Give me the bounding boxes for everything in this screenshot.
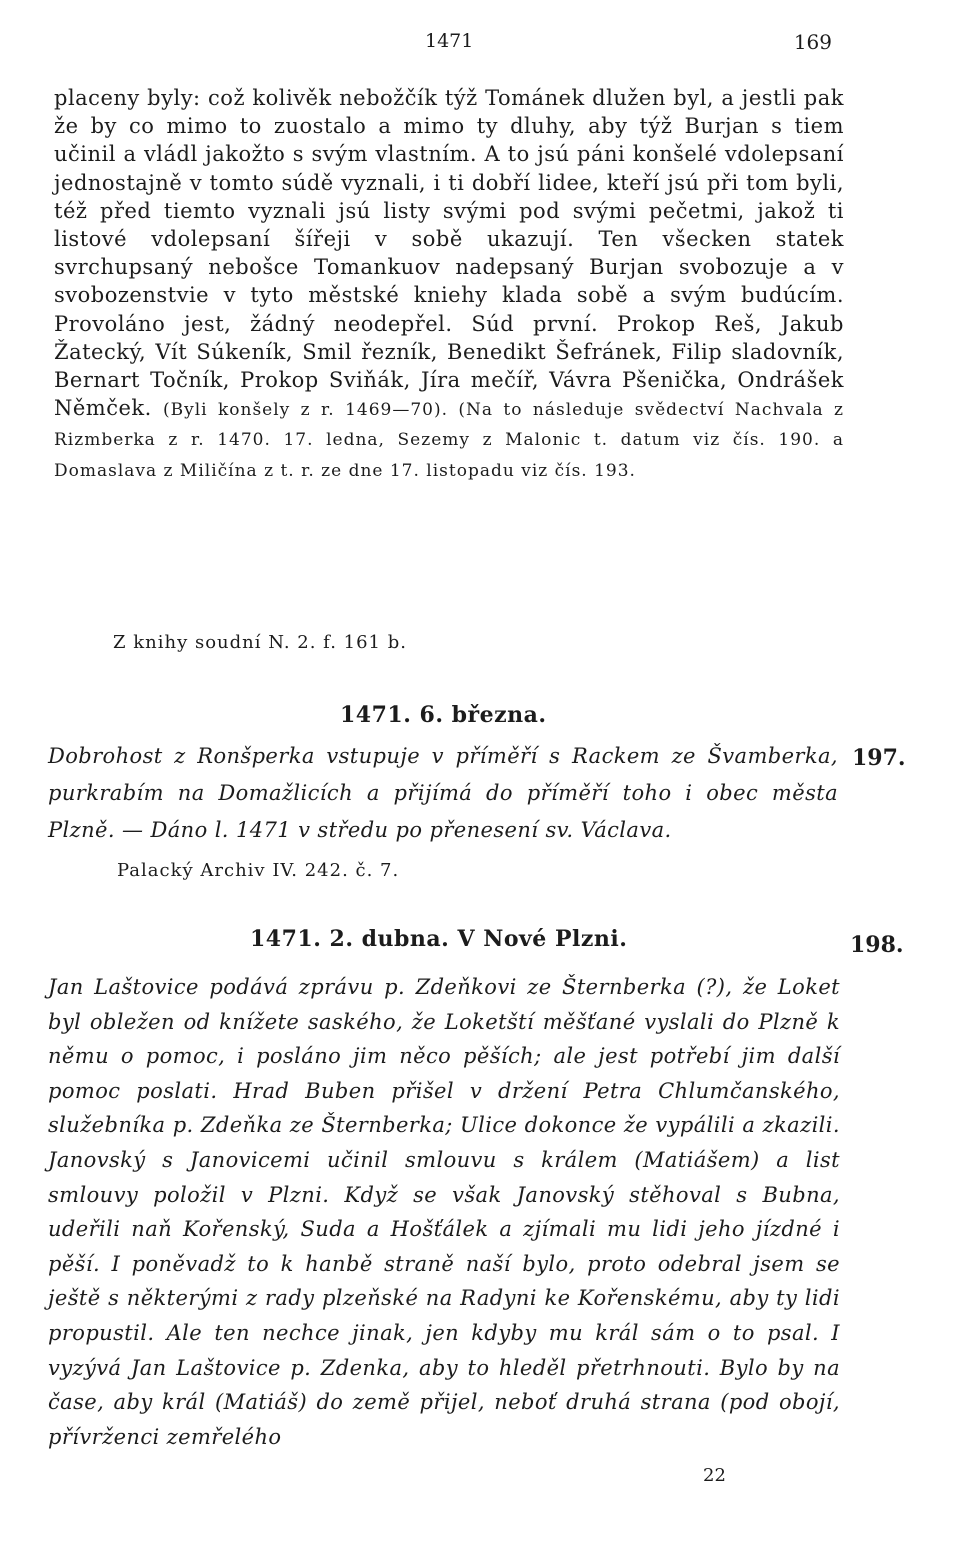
continued-text <box>54 84 844 485</box>
document-198-number: 198. <box>850 932 904 958</box>
printer-signature: 22 <box>703 1465 726 1486</box>
document-197-regest: Dobrohost z Ronšperka vstupuje v příměří s Rackem ze Švamberka, purkrabím na Domažlicích a přijímá do příměří toho i obec města Plzně. — Dáno l. 1471 v středu po přenesení sv. Václava. <box>48 744 838 842</box>
document-197-source: Palacký Archiv IV. 242. č. 7. <box>117 860 400 881</box>
document-198-regest: Jan Laštovice podává zprávu p. Zdeňkovi ze Šternberka (?), že Loket byl obležen od knížete saského, že Loketští měšťané vyslali do Plzně k němu o pomoc, i posláno jim něco pěších; ale jest potřebí jim další pomoc poslati. Hrad Buben přišel v držení Petra Chlumčanského, služebníka p. Zdeňka ze Šternberka; Ulice dokonce že vypálili a zkazili. Janovský s Janovicemi učinil smlouvu s králem (Matiášem) a list smlouvy položil v Plzni. Když se však Janovský stěhoval s Bubna, udeřili naň Kořenský, Suda a Hošťálek a zjímali mu lidi jeho jízdné i pěší. I poněvadž to k hanbě straně naší bylo, proto odebral jsem se ještě s některými z rady plzeňské na Radyni ke Kořenskému, aby ty lidi propustil. Ale ten nechce jinak, jen kdyby mu král sám o to psal. I vyzývá Jan Laštovice p. Zdenka, aby to hleděl přetrhnouti. Bylo by na čase, aby král (Matiáš) do země přijel, neboť druhá strana (pod obojí, přívrženci zemřelého <box>48 975 840 1449</box>
continued-text-body <box>54 84 844 485</box>
running-head-year: 1471 <box>425 30 474 52</box>
editorial-note: (Byli konšely z r. 1469—70). (Na to následuje svědectví Nachvala z Rizmberka z r. 1470. 17. ledna, Sezemy z Malonic t. datum viz čís. 190. a Domaslava z Miličína z t. r. ze dne 17. listopadu viz čís. 193. <box>54 400 844 481</box>
page-number: 169 <box>793 30 832 54</box>
continued-text-main: placeny byly: což kolivěk nebožčík týž Tománek dlužen byl, a jestli pak že by co mimo to zuostalo a mimo ty dluhy, aby týž Burjan s tiem učinil a vládl jakožto s svým vlastním. A to jsú páni konšelé vdolepsaní jednostajně v tomto súdě vyznali, i ti dobří lidee, kteří jsú při tom byli, též před tiemto vyznali jsú listy svými pod svými pečetmi, jakož ti listové vdolepsaní šířeji v sobě ukazují. Ten všecken statek svrchupsaný nebošce Tomankuov nadepsaný Burjan svobozuje a v svobozenstvie v tyto městské kniehy klada sobě a svým budúcím. Provoláno jest, žádný neodepřel. Súd první. Prokop Reš, Jakub Žatecký, Vít Súkeník, Smil řezník, Benedikt Šefránek, Filip sladovník, Bernart Točník, Prokop Sviňák, Jíra mečíř, Vávra Pšenička, Ondrášek Němček. <box>54 86 844 421</box>
document-197-number: 197. <box>852 745 906 771</box>
source-note-intro: Z knihy soudní N. 2. f. 161 b. <box>113 632 407 653</box>
running-head <box>0 30 960 60</box>
document-197-heading: 1471. 6. března. <box>340 702 547 728</box>
document-198-heading: 1471. 2. dubna. V Nové Plzni. <box>250 926 628 952</box>
